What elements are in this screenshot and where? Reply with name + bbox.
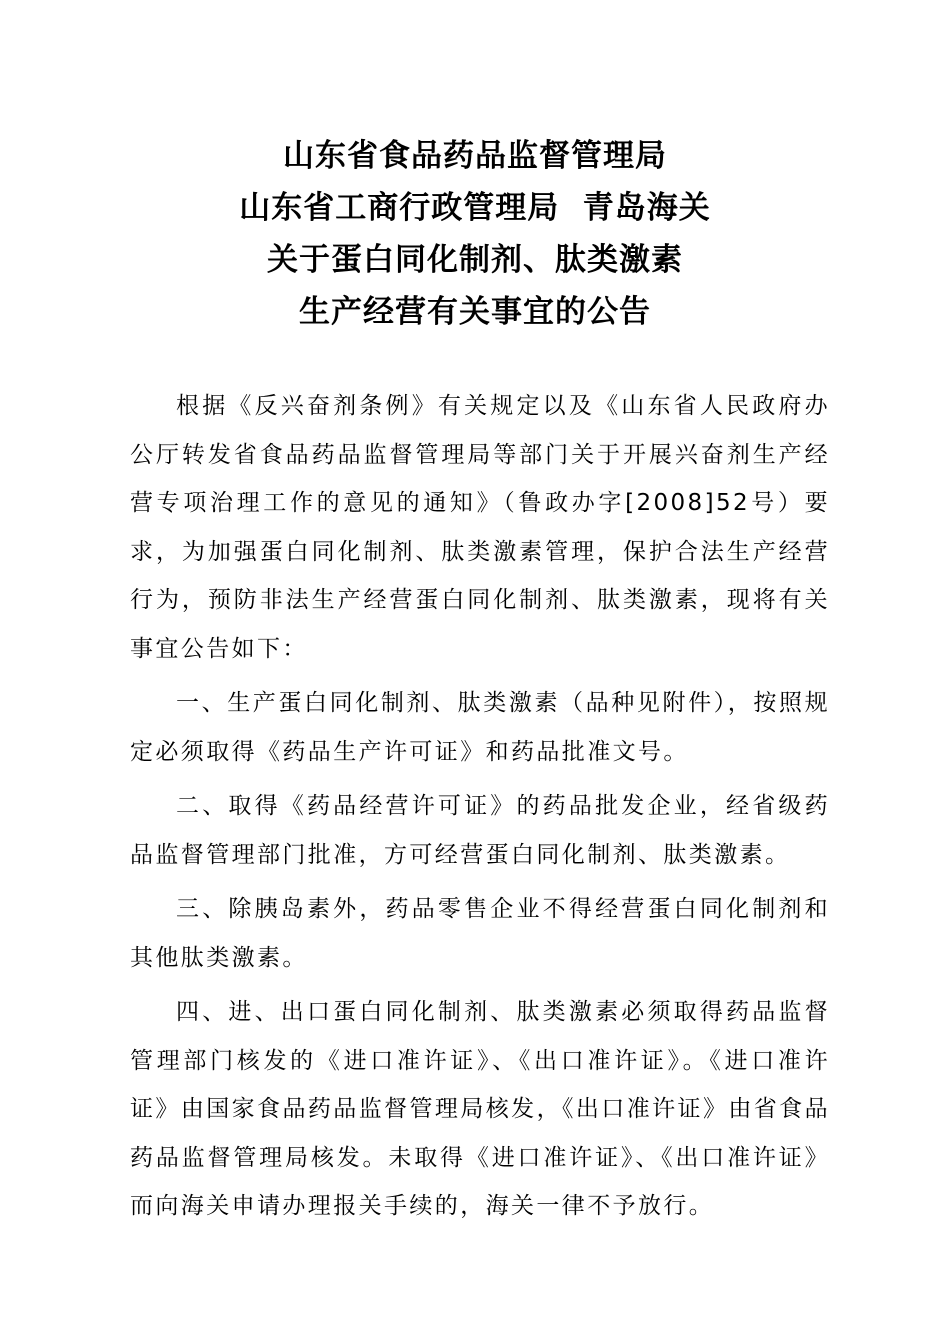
announcement-title — [0, 130, 950, 338]
title-line-subject-2: 生产经营有关事宜的公告 — [299, 294, 651, 330]
title-line-issuer-1: 山东省食品药品监督管理局 — [283, 138, 667, 174]
title-line-issuer-2: 山东省工商行政管理局 青岛海关 — [239, 190, 711, 226]
announcement-body — [130, 382, 830, 1231]
title-line-subject-1: 关于蛋白同化制剂、肽类激素 — [267, 242, 683, 278]
clause-4-paragraph: 四、进、出口蛋白同化制剂、肽类激素必须取得药品监督管理部门核发的《进口准许证》、《出口准许证》。《进口准许证》由国家食品药品监督管理局核发，《出口准许证》由省食品药品监督管理局核发。未取得《进口准许证》、《出口准许证》而向海关申请办理报关手续的，海关一律不予放行。 — [130, 999, 830, 1219]
clause-2-paragraph: 二、取得《药品经营许可证》的药品批发企业，经省级药品监督管理部门批准，方可经营蛋白同化制剂、肽类激素。 — [130, 793, 830, 868]
clause-1-paragraph: 一、生产蛋白同化制剂、肽类激素（品种见附件），按照规定必须取得《药品生产许可证》和药品批准文号。 — [130, 690, 830, 765]
preamble-paragraph: 根据《反兴奋剂条例》有关规定以及《山东省人民政府办公厅转发省食品药品监督管理局等部门关于开展兴奋剂生产经营专项治理工作的意见的通知》（鲁政办字[2008]52号）要求，为加强蛋白同化制剂、肽类激素管理，保护合法生产经营行为，预防非法生产经营蛋白同化制剂、肽类激素，现将有关事宜公告如下： — [130, 393, 830, 662]
clause-3-paragraph: 三、除胰岛素外，药品零售企业不得经营蛋白同化制剂和其他肽类激素。 — [130, 896, 830, 971]
